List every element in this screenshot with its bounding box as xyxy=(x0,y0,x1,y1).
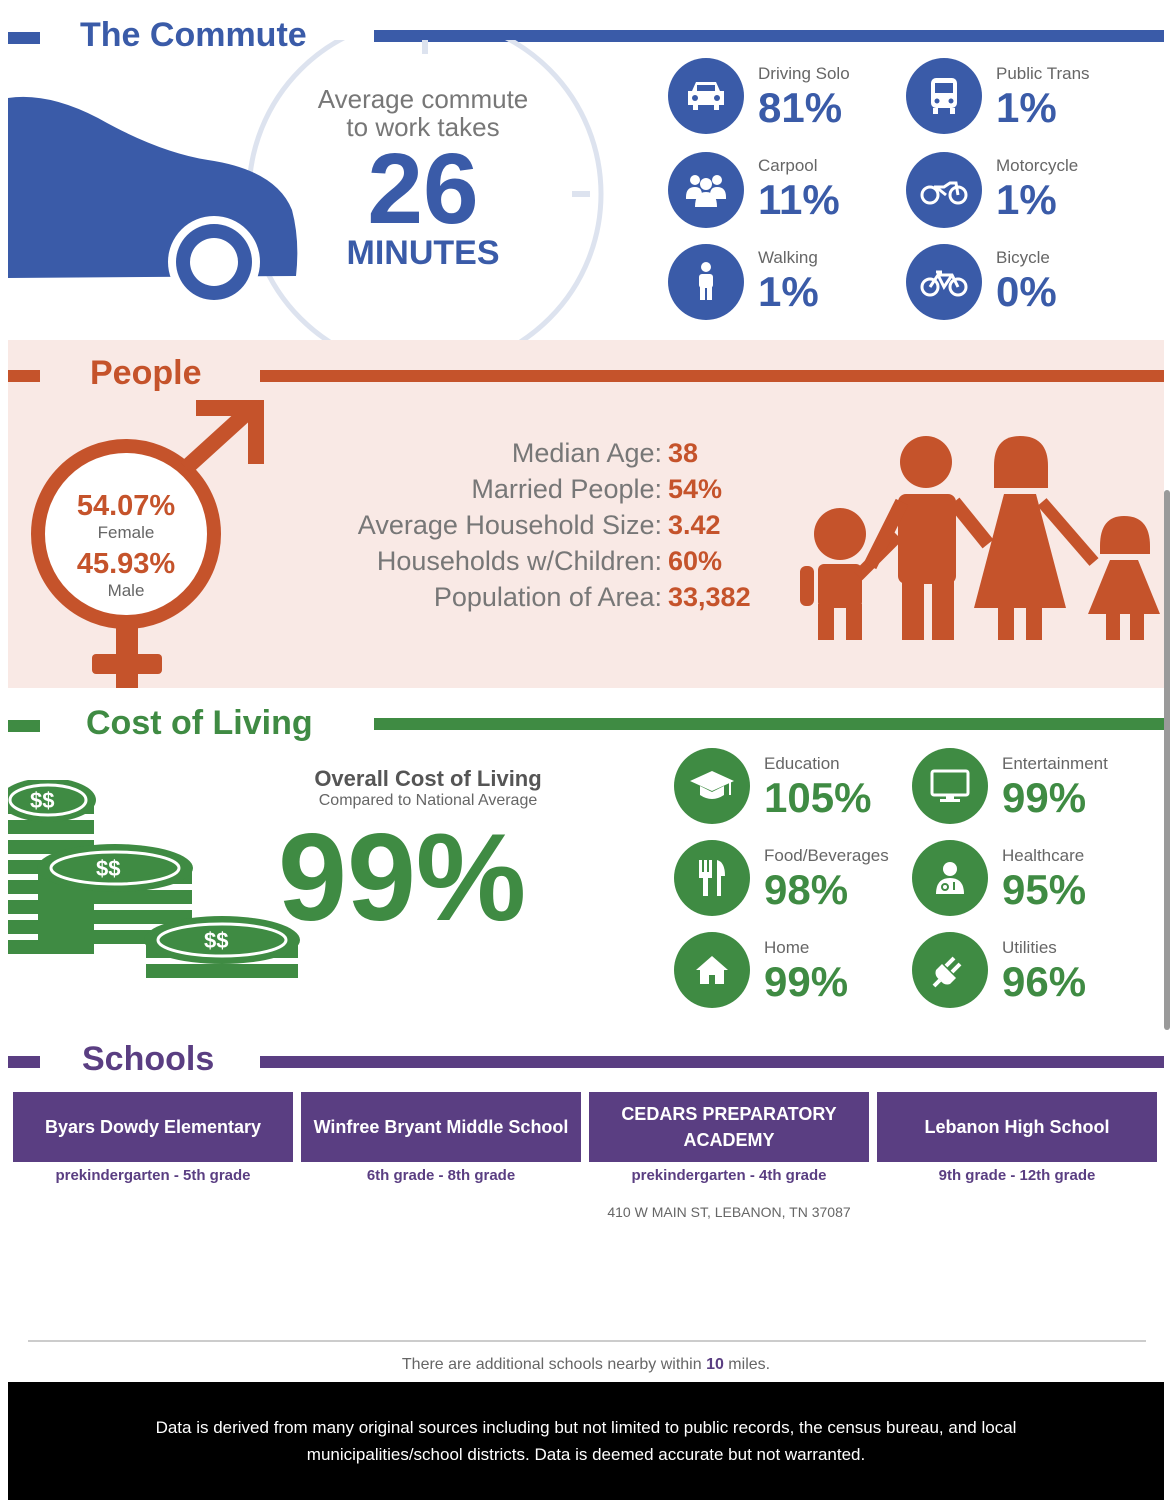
male-label: Male xyxy=(107,581,145,600)
bicycle-icon xyxy=(906,244,982,320)
commute-title: The Commute xyxy=(80,16,307,54)
school-grades: 6th grade - 8th grade xyxy=(366,1167,516,1184)
people-title: People xyxy=(90,354,202,392)
commute-minutes-unit: MINUTES xyxy=(346,234,500,272)
stat-label: Population of Area: xyxy=(433,582,662,612)
school-grades: prekindergarten - 4th grade xyxy=(631,1167,827,1184)
mode-label-carpool: Carpool xyxy=(758,156,818,175)
school-card-cedars[interactable]: CEDARS PREPARATORY ACADEMY xyxy=(589,1092,869,1162)
bus-icon xyxy=(906,58,982,134)
mode-label-driving-solo: Driving Solo xyxy=(758,64,850,83)
female-percent: 54.07% xyxy=(76,490,176,522)
commute-header-bar-left xyxy=(8,32,40,44)
car-icon xyxy=(668,58,744,134)
cost-title: Cost of Living xyxy=(86,704,313,742)
doctor-icon xyxy=(912,840,988,916)
commute-minutes-value: 26 xyxy=(367,133,479,245)
person-icon xyxy=(668,244,744,320)
avg-commute-line2: to work takes xyxy=(346,112,500,142)
utensils-icon xyxy=(674,840,750,916)
school-card-lebanon-high[interactable]: Lebanon High School xyxy=(877,1092,1157,1162)
cost-label-home: Home xyxy=(764,938,810,957)
people-stats xyxy=(248,438,788,628)
mode-value-bicycle: 0% xyxy=(996,268,1057,315)
house-icon xyxy=(674,932,750,1008)
people-header-bar-right xyxy=(260,370,1164,382)
stat-label: Households w/Children: xyxy=(376,546,662,576)
overall-cost-sublabel: Compared to National Average xyxy=(318,792,538,809)
commute-section xyxy=(8,0,1164,340)
stat-value: 3.42 xyxy=(668,510,721,540)
monitor-icon xyxy=(912,748,988,824)
svg-text:$$: $$ xyxy=(204,928,229,953)
stat-row-median-age xyxy=(248,438,788,474)
scrollbar[interactable] xyxy=(1164,490,1170,1030)
school-address: 410 W MAIN ST, LEBANON, TN 37087 xyxy=(607,1204,851,1220)
school-grades: prekindergarten - 5th grade xyxy=(55,1167,251,1184)
cost-label-entertainment: Entertainment xyxy=(1002,754,1108,773)
cost-label-food: Food/Beverages xyxy=(764,846,889,865)
graduation-cap-icon xyxy=(674,748,750,824)
female-label: Female xyxy=(97,523,155,542)
cost-value-healthcare: 95% xyxy=(1002,866,1087,913)
cost-value-entertainment: 99% xyxy=(1002,774,1087,821)
footer xyxy=(8,1382,1164,1500)
cost-value-home: 99% xyxy=(764,958,849,1005)
stat-label: Average Household Size: xyxy=(357,510,662,540)
stat-value: 54% xyxy=(668,474,723,504)
cost-value-education: 105% xyxy=(764,774,872,821)
mode-value-public-trans: 1% xyxy=(996,84,1057,131)
svg-text:$$: $$ xyxy=(30,788,55,813)
cost-header-bar-right xyxy=(374,718,1164,730)
stat-label: Married People: xyxy=(471,474,662,504)
mode-value-motorcycle: 1% xyxy=(996,176,1057,223)
cost-section xyxy=(8,688,1164,1028)
overall-cost-value: 99% xyxy=(278,809,527,947)
cost-header-bar-left xyxy=(8,720,40,732)
additional-schools-note xyxy=(8,1356,1164,1374)
note-suffix: miles. xyxy=(723,1356,771,1373)
stat-value: 38 xyxy=(668,438,699,468)
car-illustration-icon xyxy=(8,90,308,300)
mode-label-bicycle: Bicycle xyxy=(996,248,1050,267)
family-icon xyxy=(798,436,1162,642)
schools-header-bar-left xyxy=(8,1056,40,1068)
overall-cost-label: Overall Cost of Living xyxy=(314,766,542,791)
motorcycle-icon xyxy=(906,152,982,228)
note-prefix: There are additional schools nearby within xyxy=(401,1356,707,1373)
stat-row-population xyxy=(248,582,788,618)
cost-label-utilities: Utilities xyxy=(1002,938,1057,957)
stat-row-married-people xyxy=(248,474,788,510)
schools-header-bar-right xyxy=(260,1056,1164,1068)
stat-row-households-children xyxy=(248,546,788,582)
school-card-byars-dowdy[interactable]: Byars Dowdy Elementary xyxy=(13,1092,293,1162)
male-percent: 45.93% xyxy=(76,548,176,580)
group-icon xyxy=(668,152,744,228)
stat-value: 60% xyxy=(668,546,723,576)
stat-label: Median Age: xyxy=(511,438,662,468)
cost-value-food: 98% xyxy=(764,866,849,913)
svg-text:$$: $$ xyxy=(96,856,121,881)
footer-disclaimer: Data is derived from many original sources including but not limited to public records, the census bureau, and local municipalities/school districts. Data is deemed accurate but not warranted. xyxy=(155,1418,1017,1464)
mode-value-carpool: 11% xyxy=(758,176,840,223)
mode-value-driving-solo: 81% xyxy=(758,84,843,131)
plug-icon xyxy=(912,932,988,1008)
divider xyxy=(28,1340,1146,1342)
mode-label-public-trans: Public Trans xyxy=(996,64,1090,83)
cost-label-education: Education xyxy=(764,754,840,773)
cost-value-utilities: 96% xyxy=(1002,958,1087,1005)
avg-commute-line1: Average commute xyxy=(317,84,529,114)
mode-value-walking: 1% xyxy=(758,268,819,315)
note-miles: 10 xyxy=(706,1356,724,1373)
stat-row-household-size xyxy=(248,510,788,546)
mode-label-walking: Walking xyxy=(758,248,818,267)
school-grades: 9th grade - 12th grade xyxy=(938,1167,1096,1184)
coin-stacks-icon xyxy=(8,780,308,992)
mode-label-motorcycle: Motorcycle xyxy=(996,156,1079,175)
cost-label-healthcare: Healthcare xyxy=(1002,846,1085,865)
people-header-bar-left xyxy=(8,370,40,382)
school-card-winfree-bryant[interactable]: Winfree Bryant Middle School xyxy=(301,1092,581,1162)
stat-value: 33,382 xyxy=(668,582,751,612)
infographic-page xyxy=(8,0,1164,1500)
schools-section xyxy=(8,1028,1164,1380)
people-section xyxy=(8,340,1164,688)
schools-title: Schools xyxy=(82,1040,215,1078)
gender-symbol-icon xyxy=(26,398,276,690)
